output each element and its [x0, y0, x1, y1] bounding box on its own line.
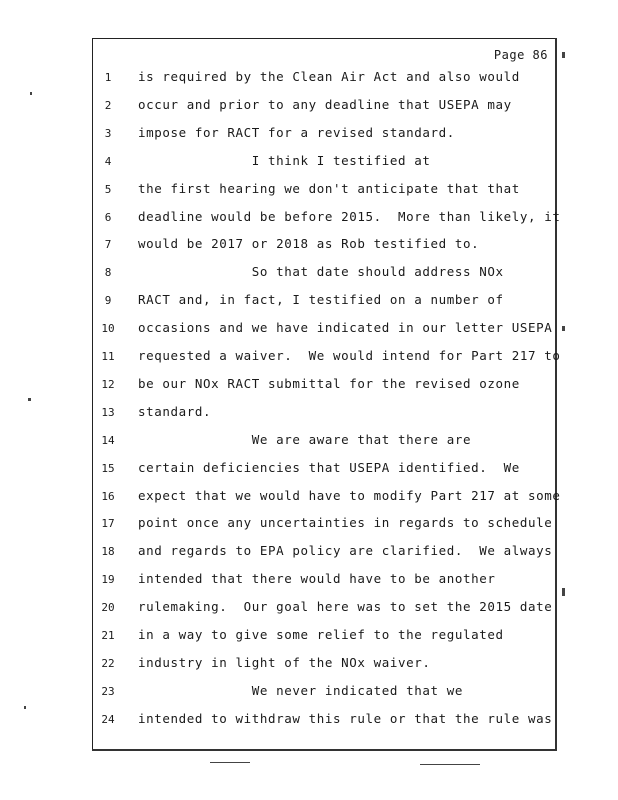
transcript-line	[0, 236, 556, 256]
line-number: 11	[101, 350, 115, 363]
line-text: intended to withdraw this rule or that the rule was	[138, 710, 553, 726]
line-text: in a way to give some relief to the regulated	[138, 627, 504, 642]
line-text: certain deficiencies that USEPA identified. We	[138, 459, 520, 475]
line-text: would be 2017 or 2018 as Rob testified to.	[138, 236, 480, 252]
line-number: 12	[101, 377, 115, 391]
line-number: 21	[101, 629, 115, 642]
transcript-line	[0, 627, 556, 647]
line-text: point once any uncertainties in regards to schedule	[138, 515, 553, 531]
transcript-line	[0, 97, 556, 117]
line-number: 3	[104, 126, 112, 140]
scan-mark	[420, 764, 480, 765]
line-text: is required by the Clean Air Act and also would	[138, 69, 520, 84]
transcript-line	[0, 432, 556, 452]
line-number: 2	[104, 98, 112, 112]
line-text: occur and prior to any deadline that USEPA may	[138, 96, 512, 112]
page-number: Page 86	[493, 48, 548, 62]
scan-mark	[30, 92, 32, 95]
transcript-line	[0, 69, 556, 89]
line-text: We are aware that there are	[138, 431, 472, 447]
line-text: and regards to EPA policy are clarified. We always	[138, 543, 553, 559]
line-number: 4	[104, 154, 112, 168]
line-number: 18	[101, 545, 115, 559]
line-number: 5	[104, 182, 112, 196]
transcript-line	[0, 655, 556, 675]
transcript-line	[0, 515, 556, 535]
scan-mark	[24, 706, 26, 709]
transcript-line	[0, 153, 556, 173]
scan-mark	[562, 326, 565, 331]
line-text: RACT and, in fact, I testified on a number of	[138, 292, 504, 308]
transcript-line	[0, 543, 556, 563]
line-text: intended that there would have to be another	[138, 571, 496, 587]
transcript-line	[0, 404, 556, 424]
scan-mark	[562, 52, 565, 58]
transcript-line	[0, 348, 561, 368]
line-number: 23	[101, 684, 115, 698]
scan-mark	[28, 398, 31, 401]
transcript-line	[0, 320, 556, 340]
transcript-line	[0, 487, 561, 508]
transcript-line	[0, 264, 556, 284]
line-text: be our NOx RACT submittal for the revised ozone	[138, 375, 520, 391]
line-number: 16	[101, 489, 115, 503]
line-number: 24	[101, 712, 115, 726]
transcript-line	[0, 376, 556, 396]
transcript-line	[0, 208, 561, 229]
line-text: occasions and we have indicated in our letter USEPA	[138, 320, 553, 336]
line-number: 22	[101, 656, 115, 670]
line-number: 15	[101, 461, 115, 475]
line-number: 6	[104, 210, 112, 224]
line-text: I think I testified at	[138, 152, 431, 168]
line-number: 19	[101, 573, 115, 587]
transcript-line	[0, 292, 556, 312]
page-frame-bottom-border	[92, 749, 557, 751]
line-number: 17	[101, 517, 115, 531]
line-number: 10	[101, 322, 115, 336]
transcript-line	[0, 683, 556, 703]
transcript-line	[0, 711, 556, 731]
line-number: 20	[101, 601, 115, 615]
line-text: industry in light of the NOx waiver.	[138, 654, 431, 670]
transcript-line	[0, 125, 556, 145]
line-text: rulemaking. Our goal here was to set the 2015 date	[138, 599, 553, 615]
transcript-line	[0, 599, 556, 619]
line-text: impose for RACT for a revised standard.	[138, 124, 455, 140]
line-number: 13	[101, 405, 115, 419]
transcript-line	[0, 571, 556, 591]
scan-mark	[210, 762, 250, 763]
line-text: deadline would be before 2015. More than likely, it	[138, 208, 561, 224]
line-text: expect that we would have to modify Part 217 at some	[138, 487, 561, 503]
transcript-line	[0, 460, 556, 480]
line-number: 8	[104, 266, 112, 280]
line-number: 14	[101, 433, 115, 447]
scan-mark	[562, 588, 565, 596]
line-text: the first hearing we don't anticipate that that	[138, 180, 520, 196]
line-text: We never indicated that we	[138, 682, 464, 698]
line-number: 7	[104, 238, 112, 252]
line-text: requested a waiver. We would intend for Part 217 to	[138, 348, 561, 363]
line-number: 9	[104, 294, 112, 308]
line-text: So that date should address NOx	[138, 264, 504, 280]
line-number: 1	[104, 71, 112, 84]
transcript-line	[0, 181, 556, 201]
line-text: standard.	[138, 403, 212, 419]
